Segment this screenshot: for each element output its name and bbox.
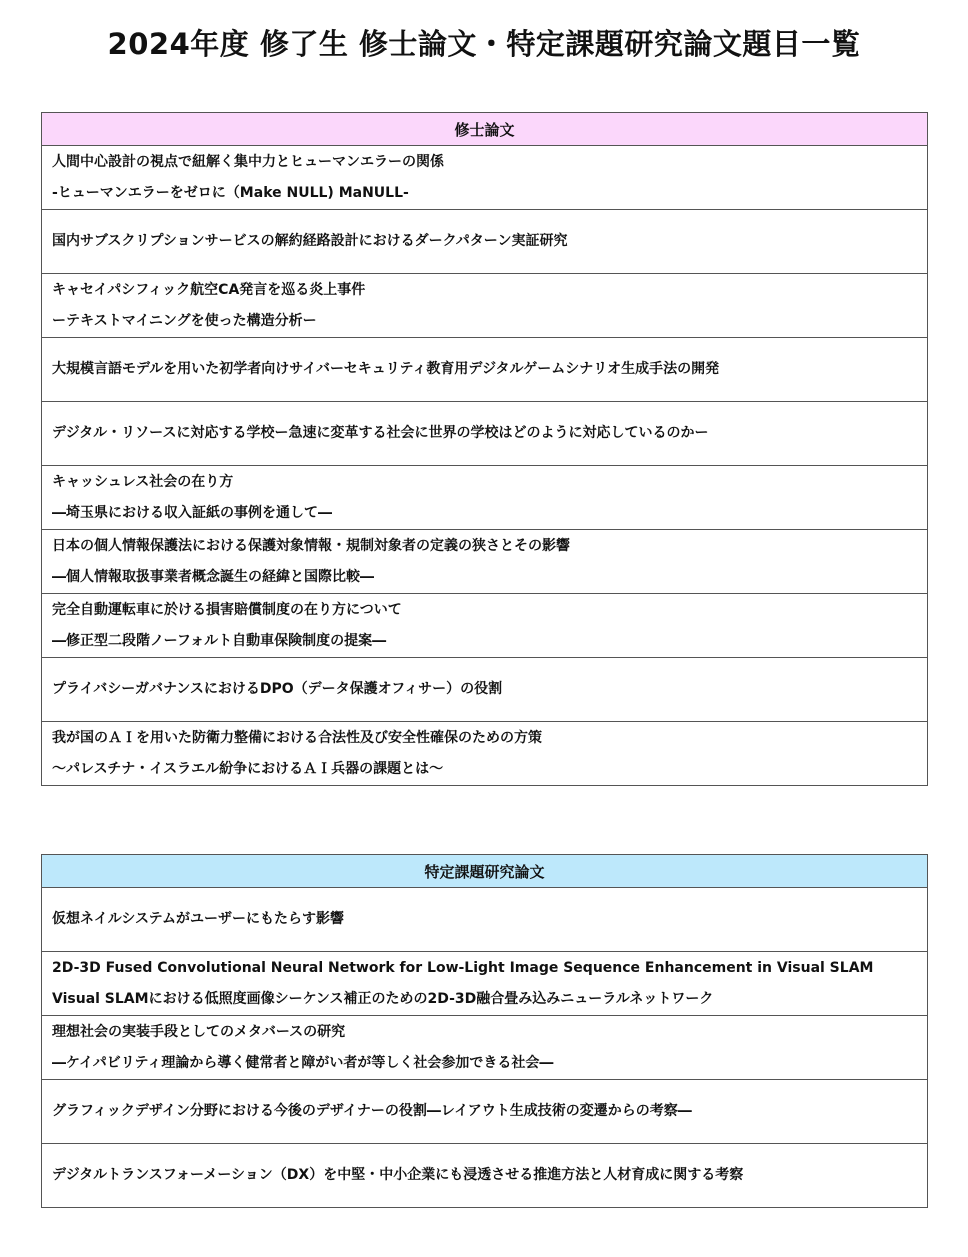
masters-thesis-table (41, 112, 928, 786)
thesis-title-cell (42, 658, 928, 722)
thesis-subtitle: -ヒューマンエラーをゼロに（Make NULL) MaNULL- (52, 184, 409, 201)
thesis-title-cell (42, 1080, 928, 1144)
thesis-title-cell (42, 952, 928, 1016)
thesis-title: デジタル・リソースに対応する学校ー急速に変革する社会に世界の学校はどのように対応しているのかー (52, 425, 709, 441)
special-project-header-row (42, 855, 928, 888)
table-row (42, 210, 928, 274)
thesis-title: 我が国のＡＩを用いた防衛力整備における合法性及び安全性確保のための方策 (52, 729, 542, 746)
special-project-body (42, 888, 928, 1208)
special-project-table (41, 854, 928, 1208)
thesis-subtitle: ―個人情報取扱事業者概念誕生の経緯と国際比較― (52, 568, 374, 585)
thesis-title-cell (42, 722, 928, 786)
thesis-title: 日本の個人情報保護法における保護対象情報・規制対象者の定義の狭さとその影響 (52, 537, 570, 554)
thesis-title-cell (42, 594, 928, 658)
table-row (42, 338, 928, 402)
masters-thesis-body (42, 146, 928, 786)
table-row (42, 1080, 928, 1144)
table-row (42, 594, 928, 658)
thesis-title: キャッシュレス社会の在り方 (52, 473, 234, 490)
thesis-title-cell (42, 1016, 928, 1080)
thesis-title-cell (42, 888, 928, 952)
thesis-title-cell (42, 1144, 928, 1208)
table-row (42, 530, 928, 594)
thesis-subtitle: ―ケイパビリティ理論から導く健常者と障がい者が等しく社会参加できる社会― (52, 1054, 554, 1071)
thesis-title-cell (42, 466, 928, 530)
special-project-header: 特定課題研究論文 (42, 855, 928, 888)
thesis-subtitle: ーテキストマイニングを使った構造分析ー (52, 312, 317, 329)
page-title: 2024年度 修了生 修士論文・特定課題研究論文題目一覧 (107, 27, 861, 61)
thesis-title: 仮想ネイルシステムがユーザーにもたらす影響 (52, 911, 344, 927)
thesis-subtitle: ―埼玉県における収入証紙の事例を通して― (52, 504, 332, 521)
thesis-title-cell (42, 274, 928, 338)
thesis-subtitle: ―修正型二段階ノーフォルト自動車保険制度の提案― (52, 632, 387, 649)
table-row (42, 722, 928, 786)
thesis-title: 理想社会の実装手段としてのメタバースの研究 (52, 1023, 346, 1040)
table-row (42, 274, 928, 338)
masters-thesis-header: 修士論文 (42, 113, 928, 146)
table-row (42, 952, 928, 1016)
thesis-title-cell (42, 338, 928, 402)
thesis-title-cell (42, 402, 928, 466)
thesis-title-cell (42, 530, 928, 594)
table-row (42, 1016, 928, 1080)
thesis-title: 人間中心設計の視点で紐解く集中力とヒューマンエラーの関係 (52, 153, 444, 170)
thesis-subtitle: Visual SLAMにおける低照度画像シーケンス補正のための2D-3D融合畳み込みニューラルネットワーク (52, 990, 714, 1007)
table-row (42, 658, 928, 722)
thesis-title: 完全自動運転車に於ける損害賠償制度の在り方について (52, 601, 402, 618)
table-row (42, 1144, 928, 1208)
thesis-subtitle: ～パレスチナ・イスラエル紛争におけるＡＩ兵器の課題とは～ (52, 760, 444, 777)
thesis-title: グラフィックデザイン分野における今後のデザイナーの役割―レイアウト生成技術の変遷からの考察― (52, 1103, 692, 1119)
table-row (42, 888, 928, 952)
thesis-title: キャセイパシフィック航空CA発言を巡る炎上事件 (52, 281, 366, 298)
thesis-title: デジタルトランスフォーメーション（DX）を中堅・中小企業にも浸透させる推進方法と人材育成に関する考察 (52, 1167, 744, 1183)
thesis-title: 大規模言語モデルを用いた初学者向けサイバーセキュリティ教育用デジタルゲームシナリオ生成手法の開発 (52, 361, 720, 377)
thesis-title-cell (42, 146, 928, 210)
masters-thesis-header-row (42, 113, 928, 146)
table-row (42, 146, 928, 210)
table-row (42, 402, 928, 466)
thesis-title: 2D-3D Fused Convolutional Neural Network for Low-Light Image Sequence Enhancement in Visual SLAM (52, 959, 874, 976)
table-row (42, 466, 928, 530)
thesis-title: プライバシーガバナンスにおけるDPO（データ保護オフィサー）の役割 (52, 681, 503, 697)
thesis-title: 国内サブスクリプションサービスの解約経路設計におけるダークパターン実証研究 (52, 233, 568, 249)
thesis-title-cell (42, 210, 928, 274)
